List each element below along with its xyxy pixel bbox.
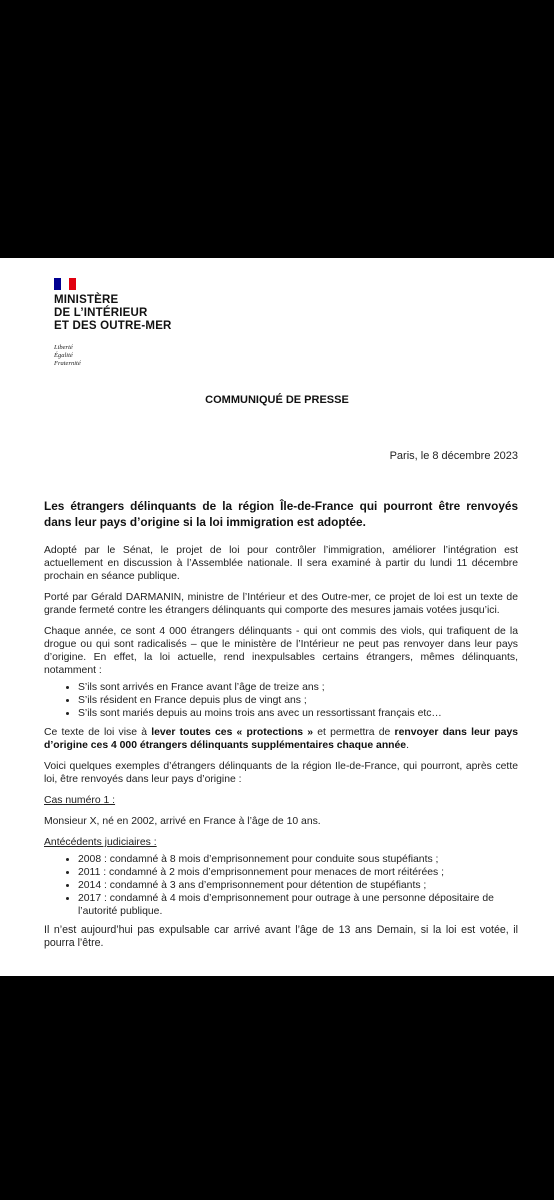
republic-motto xyxy=(54,344,81,368)
list-item: • S’ils sont mariés depuis au moins trois ans avec un ressortissant français etc… xyxy=(78,707,518,720)
ministry-logo xyxy=(44,268,184,372)
paragraph: Chaque année, ce sont 4 000 étrangers délinquants - qui ont commis des viols, qui trafiquent de la drogue ou qui sont radicalisés – que le ministère de l’Intérieur ne peut pas renvoyer dans leur pays d’origine. En effet, la loi actuelle, rend inexpulsables certains étrangers, mêmes délinquants, notamment : xyxy=(44,626,518,676)
flag-blue-stripe xyxy=(54,278,61,290)
conclusion: Il n’est aujourd’hui pas expulsable car arrivé avant l’âge de 13 ans Demain, si la loi est votée, il pourra l’être. xyxy=(44,924,518,949)
exemptions-list xyxy=(44,681,518,720)
press-release-page xyxy=(0,258,554,976)
release-date: Paris, le 8 décembre 2023 xyxy=(389,450,518,462)
history-label: Antécédents judiciaires : xyxy=(44,837,157,848)
history-list xyxy=(44,853,518,918)
ministry-name xyxy=(54,294,172,333)
ministry-line: ET DES OUTRE-MER xyxy=(54,320,172,332)
text-span: . xyxy=(406,740,409,751)
text-span: et permettra de xyxy=(313,727,395,738)
highlight-text: renvoyer dans leur pays d’origine ces 4 000 étrangers délinquants supplémentaires chaque année xyxy=(44,727,518,751)
case-label: Cas numéro 1 : xyxy=(44,795,116,806)
flag-red-stripe xyxy=(69,278,76,290)
paragraph: Porté par Gérald DARMANIN, ministre de l’Intérieur et des Outre-mer, ce projet de loi est un texte de grande fermeté contre les étrangers délinquants qui comporte des mesures jamais votées jusqu’ici. xyxy=(44,592,518,616)
list-item: • S’ils sont arrivés en France avant l’âge de treize ans ; xyxy=(78,681,518,694)
paragraph: Adopté par le Sénat, le projet de loi pour contrôler l’immigration, améliorer l’intégration est actuellement en discussion à l’Assemblée nationale. Il sera examiné à partir du lundi 11 décembre prochain en séance publique. xyxy=(44,545,518,582)
list-item: • 2017 : condamné à 4 mois d’emprisonnement pour outrage à une personne dépositaire de l’autorité publique. xyxy=(78,892,518,918)
list-item: • 2008 : condamné à 8 mois d’emprisonnement pour conduite sous stupéfiants ; xyxy=(78,853,518,866)
motto-line: Fraternité xyxy=(54,360,81,367)
list-item: • S’ils résident en France depuis plus de vingt ans ; xyxy=(78,694,518,707)
motto-line: Liberté xyxy=(54,344,73,351)
flag-white-stripe xyxy=(61,278,68,290)
paragraph xyxy=(44,726,518,752)
paragraph: Voici quelques exemples d’étrangers délinquants de la région Ile-de-France, qui pourront, après cette loi, être renvoyés dans leur pays d’origine : xyxy=(44,761,518,785)
case-description: Monsieur X, né en 2002, arrivé en France à l’âge de 10 ans. xyxy=(44,816,321,827)
ministry-line: MINISTÈRE xyxy=(54,294,119,306)
body-text xyxy=(44,544,518,958)
motto-line: Égalité xyxy=(54,352,73,359)
highlight-text: lever toutes ces « protections » xyxy=(151,727,314,738)
text-span: Ce texte de loi vise à xyxy=(44,727,152,738)
list-item: • 2014 : condamné à 3 ans d’emprisonnement pour détention de stupéfiants ; xyxy=(78,879,518,892)
headline: Les étrangers délinquants de la région Île-de-France qui pourront être renvoyés dans leur pays d’origine si la loi immigration est adoptée. xyxy=(44,499,518,529)
ministry-line: DE L’INTÉRIEUR xyxy=(54,307,148,319)
press-release-title: COMMUNIQUÉ DE PRESSE xyxy=(205,394,349,406)
french-flag-icon xyxy=(54,278,76,290)
list-item: • 2011 : condamné à 2 mois d’emprisonnement pour menaces de mort réitérées ; xyxy=(78,866,518,879)
